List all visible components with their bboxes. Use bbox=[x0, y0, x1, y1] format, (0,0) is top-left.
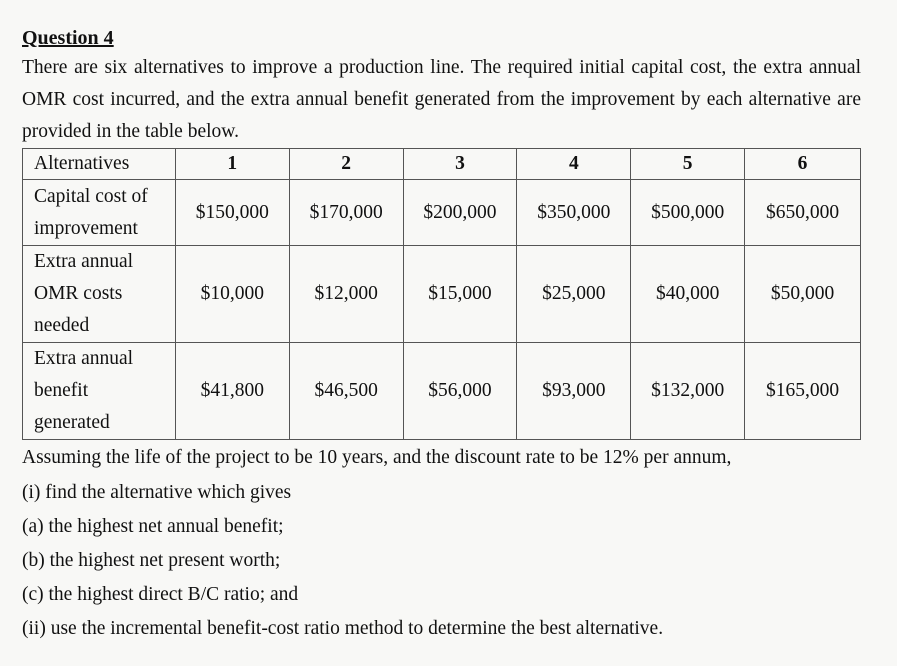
table-cell: $10,000 bbox=[175, 246, 289, 343]
alternative-column-header: 5 bbox=[631, 149, 745, 180]
row-label-line: needed bbox=[34, 315, 90, 336]
row-label-line: Capital cost of bbox=[34, 185, 148, 207]
table-cell: $150,000 bbox=[175, 180, 289, 246]
table-cell: $56,000 bbox=[403, 343, 517, 440]
table-cell: $132,000 bbox=[631, 343, 745, 440]
table-cell: $41,800 bbox=[175, 343, 289, 440]
question-page bbox=[22, 24, 862, 646]
row-label-line: OMR costs bbox=[34, 283, 123, 304]
question-intro: There are six alternatives to improve a production line. The required initial capital cost, the extra annual OMR cost incurred, and the extra annual benefit generated from the improvement by each alternative are provided in the table below. bbox=[22, 57, 861, 142]
alternative-column-header: 6 bbox=[745, 149, 861, 180]
part-i-text: (i) find the alternative which gives bbox=[22, 482, 292, 503]
alternative-column-header: 1 bbox=[175, 149, 289, 180]
row-label-line: improvement bbox=[34, 217, 138, 239]
row-label-line: benefit bbox=[34, 380, 89, 401]
row-label-capital-cost bbox=[23, 180, 176, 246]
table-cell: $500,000 bbox=[631, 180, 745, 246]
table-header-row bbox=[23, 149, 861, 180]
part-c-text: (c) the highest direct B/C ratio; and bbox=[22, 584, 299, 605]
table-cell: $50,000 bbox=[745, 246, 861, 343]
table-cell: $93,000 bbox=[517, 343, 631, 440]
row-label-line: Extra annual bbox=[34, 251, 134, 272]
row-label-line: Extra annual bbox=[34, 348, 134, 369]
assumption-text: Assuming the life of the project to be 10 years, and the discount rate to be 12% per annum, bbox=[22, 447, 732, 468]
row-label-annual-benefit bbox=[23, 343, 176, 440]
table-cell: $15,000 bbox=[403, 246, 517, 343]
part-a-text: (a) the highest net annual benefit; bbox=[22, 516, 284, 537]
part-ii-text: (ii) use the incremental benefit-cost ratio method to determine the best alternative. bbox=[22, 618, 664, 639]
table-row-annual-benefit bbox=[23, 343, 861, 440]
table-cell: $25,000 bbox=[517, 246, 631, 343]
table-row-capital-cost bbox=[23, 180, 861, 246]
question-parts bbox=[22, 440, 862, 646]
alternatives-table bbox=[22, 148, 861, 440]
row-label-omr-costs bbox=[23, 246, 176, 343]
alternative-column-header: 2 bbox=[289, 149, 403, 180]
table-row-omr-costs bbox=[23, 246, 861, 343]
table-cell: $12,000 bbox=[289, 246, 403, 343]
alternative-column-header: 3 bbox=[403, 149, 517, 180]
table-cell: $46,500 bbox=[289, 343, 403, 440]
table-cell: $165,000 bbox=[745, 343, 861, 440]
part-b-text: (b) the highest net present worth; bbox=[22, 550, 281, 571]
table-cell: $200,000 bbox=[403, 180, 517, 246]
alternative-column-header: 4 bbox=[517, 149, 631, 180]
question-heading: Question 4 bbox=[22, 27, 114, 49]
table-cell: $40,000 bbox=[631, 246, 745, 343]
table-cell: $650,000 bbox=[745, 180, 861, 246]
table-cell: $350,000 bbox=[517, 180, 631, 246]
table-cell: $170,000 bbox=[289, 180, 403, 246]
row-label-line: generated bbox=[34, 412, 110, 433]
alternatives-header-cell: Alternatives bbox=[23, 149, 176, 180]
